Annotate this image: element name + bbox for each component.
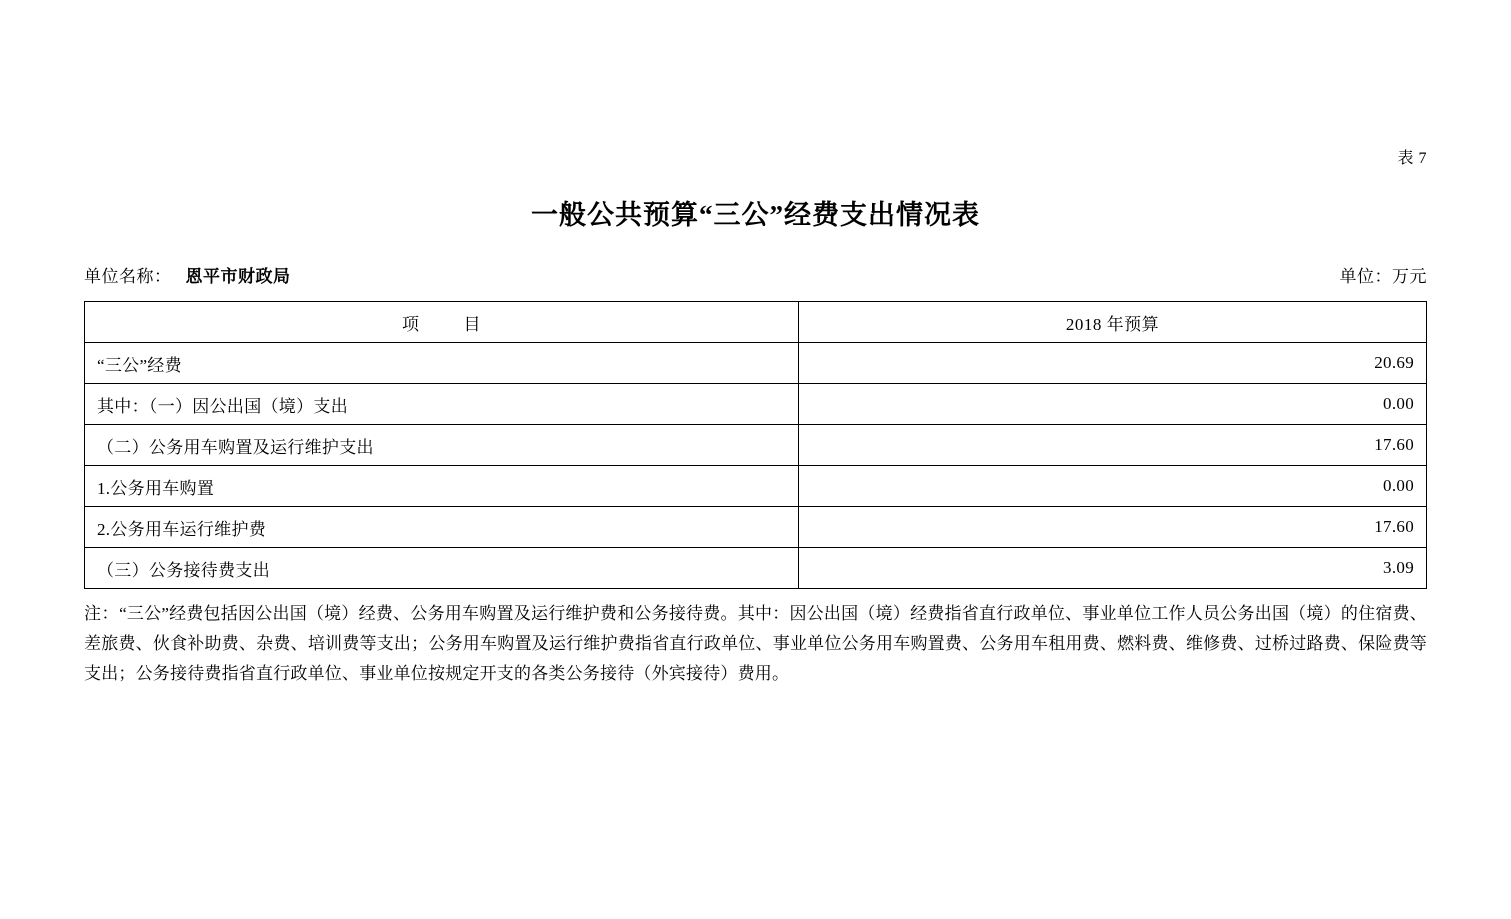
table-row [85, 507, 1427, 548]
row-value: 0.00 [798, 384, 1426, 425]
table-number: 表 7 [1397, 150, 1427, 167]
unit-name-label: 单位名称： [84, 267, 172, 286]
table-row [85, 425, 1427, 466]
amount-unit-label: 单位：万元 [1339, 267, 1427, 286]
row-value: 0.00 [798, 466, 1426, 507]
table-row [85, 466, 1427, 507]
row-value: 20.69 [798, 343, 1426, 384]
footnote-label: 注： [84, 604, 120, 623]
row-label: 其中：（一）因公出国（境）支出 [85, 384, 799, 425]
row-label: （三）公务接待费支出 [85, 548, 799, 589]
unit-name-value: 恩平市财政局 [185, 267, 291, 286]
row-label: 1.公务用车购置 [85, 466, 799, 507]
table-body [85, 343, 1427, 589]
footnote-text: “三公”经费包括因公出国（境）经费、公务用车购置及运行维护费和公务接待费。其中：因公出国（境）经费指省直行政单位、事业单位工作人员公务出国（境）的住宿费、差旅费、伙食补助费、杂费、培训费等支出；公务用车购置及运行维护费指省直行政单位、事业单位公务用车购置费、公务用车租用费、燃料费、维修费、过桥过路费、保险费等支出；公务接待费指省直行政单位、事业单位按规定开支的各类公务接待（外宾接待）费用。 [84, 604, 1428, 683]
table-header-row [85, 302, 1427, 343]
table-row [85, 384, 1427, 425]
table-row [85, 548, 1427, 589]
row-value: 17.60 [798, 507, 1426, 548]
footnote [84, 599, 1427, 688]
column-header-item-part2: 目 [463, 314, 481, 334]
row-value: 17.60 [798, 425, 1426, 466]
column-header-item [85, 302, 799, 343]
row-value: 3.09 [798, 548, 1426, 589]
column-header-year: 2018 年预算 [798, 302, 1426, 343]
row-label: 2.公务用车运行维护费 [85, 507, 799, 548]
row-label: （二）公务用车购置及运行维护支出 [85, 425, 799, 466]
row-label: “三公”经费 [85, 343, 799, 384]
table-row [85, 343, 1427, 384]
unit-name-group [84, 262, 291, 287]
column-header-item-part1: 项 [401, 314, 420, 334]
budget-table [84, 301, 1427, 589]
page-title: 一般公共预算“三公”经费支出情况表 [531, 200, 980, 230]
meta-row [84, 262, 1427, 287]
document-page [0, 145, 1511, 919]
